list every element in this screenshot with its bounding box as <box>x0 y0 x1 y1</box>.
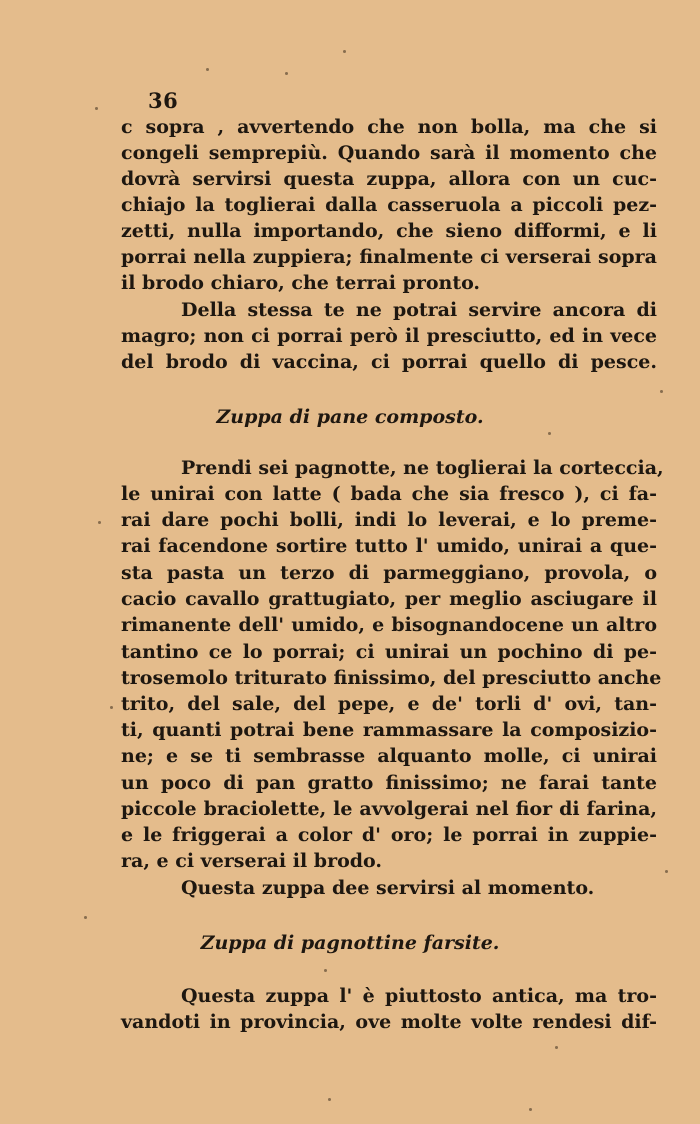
text-line: tantino ce lo porrai; ci unirai un pochino di pe- <box>121 641 657 663</box>
text-line: rai dare pochi bolli, indi lo leverai, e lo preme- <box>121 509 657 531</box>
paper-speck <box>548 432 551 435</box>
text-line: trito, del sale, del pepe, e de' torli d' ovi, tan- <box>121 693 657 715</box>
text-line: e le friggerai a color d' oro; le porrai in zuppie- <box>121 824 657 846</box>
paper-speck <box>84 916 87 919</box>
text-line: ne; e se ti sembrasse alquanto molle, ci unirai <box>121 745 657 767</box>
section-heading: Zuppa di pagnottine farsite. <box>200 932 500 954</box>
paper-speck <box>110 706 113 709</box>
text-line: magro; non ci porrai però il presciutto, ed in vece <box>121 325 657 347</box>
text-line: del brodo di vaccina, ci porrai quello di pesce. <box>121 351 657 373</box>
paper-speck <box>529 1108 532 1111</box>
paper-speck <box>95 107 98 110</box>
text-line: congeli semprepiù. Quando sarà il momento che <box>121 142 657 164</box>
text-line: ra, e ci verserai il brodo. <box>121 850 382 872</box>
text-line: dovrà servirsi questa zuppa, allora con un cuc- <box>121 168 657 190</box>
paper-speck <box>206 68 209 71</box>
text-line: ti, quanti potrai bene rammassare la composizio- <box>121 719 657 741</box>
text-line: Questa zuppa dee servirsi al momento. <box>181 877 595 899</box>
text-line: Prendi sei pagnotte, ne toglierai la corteccia, <box>181 457 664 479</box>
text-line: trosemolo triturato finissimo, del presciutto anche <box>121 667 662 689</box>
paper-speck <box>98 521 101 524</box>
text-line: zetti, nulla importando, che sieno difformi, e li <box>121 220 657 242</box>
text-line: cacio cavallo grattugiato, per meglio asciugare il <box>121 588 657 610</box>
paper-speck <box>660 390 663 393</box>
text-line: Questa zuppa l' è piuttosto antica, ma tro- <box>181 985 657 1007</box>
text-line: porrai nella zuppiera; finalmente ci verserai sopra <box>121 246 657 268</box>
paper-speck <box>324 969 327 972</box>
text-line: sta pasta un terzo di parmeggiano, provola, o <box>121 562 657 584</box>
paper-speck <box>285 72 288 75</box>
paper-speck <box>665 870 668 873</box>
text-line: il brodo chiaro, che terrai pronto. <box>121 272 481 294</box>
text-line: c sopra , avvertendo che non bolla, ma che si <box>121 116 657 138</box>
paper-speck <box>328 1098 331 1101</box>
paper-speck <box>555 1046 558 1049</box>
page-number: 36 <box>148 88 179 113</box>
paper-speck <box>343 50 346 53</box>
text-line: le unirai con latte ( bada che sia fresco ), ci fa- <box>121 483 657 505</box>
text-line: un poco di pan gratto finissimo; ne farai tante <box>121 772 657 794</box>
text-line: rai facendone sortire tutto l' umido, unirai a que- <box>121 535 657 557</box>
text-line: vandoti in provincia, ove molte volte rendesi dif- <box>121 1011 657 1033</box>
text-line: Della stessa te ne potrai servire ancora di <box>181 299 657 321</box>
text-line: chiajo la toglierai dalla casseruola a piccoli pez- <box>121 194 657 216</box>
text-line: rimanente dell' umido, e bisognandocene un altro <box>121 614 657 636</box>
section-heading: Zuppa di pane composto. <box>216 406 484 428</box>
text-line: piccole braciolette, le avvolgerai nel fior di farina, <box>121 798 657 820</box>
